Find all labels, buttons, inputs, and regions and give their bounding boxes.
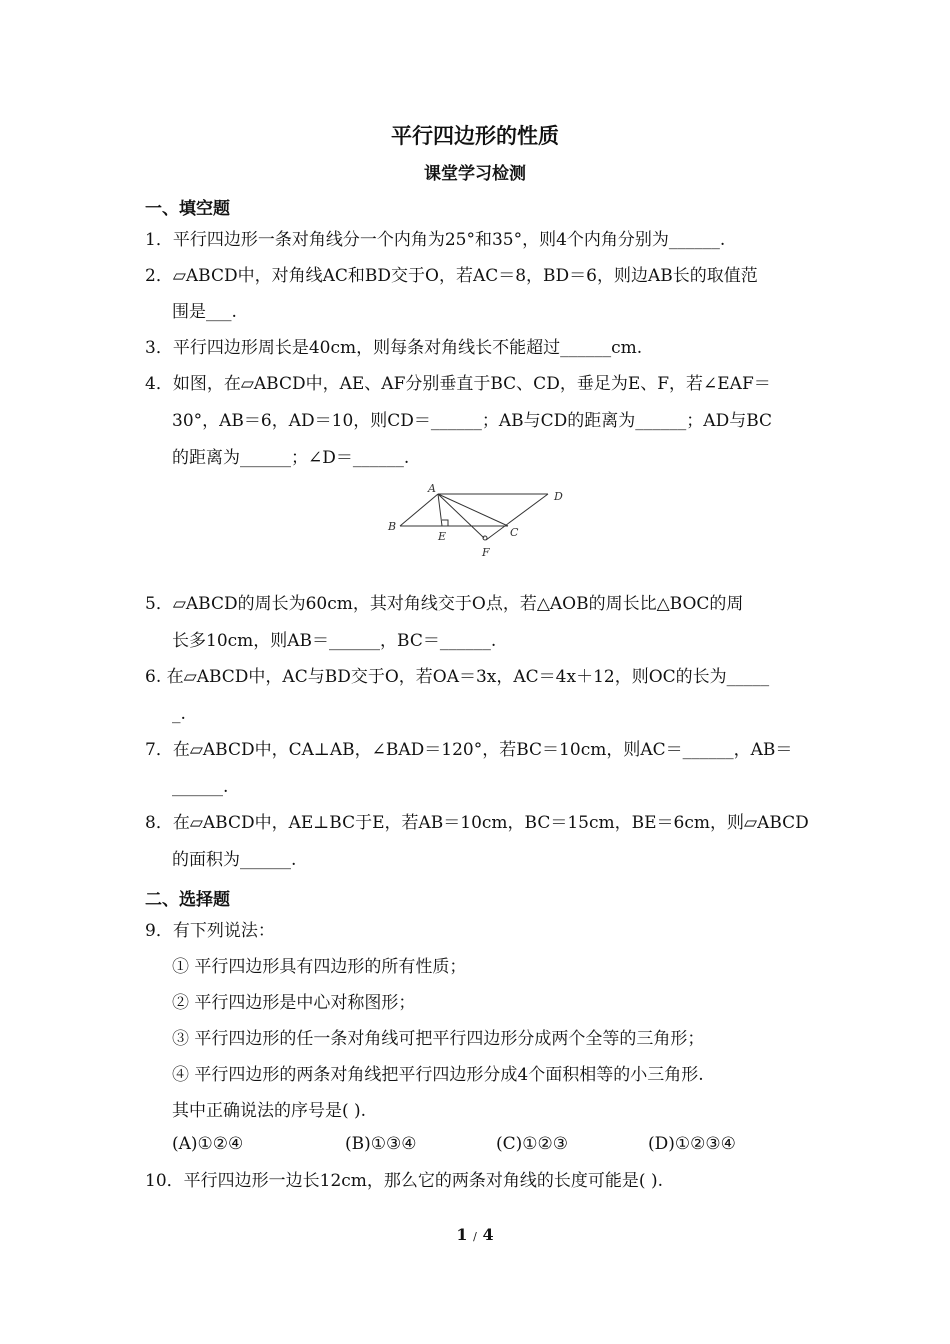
question-9-option-d: (D)①②③④ — [648, 1134, 736, 1154]
section-fill-heading: 一、填空题 — [145, 199, 230, 219]
figure-label-e: E — [438, 530, 447, 543]
figure-label-b: B — [388, 520, 397, 533]
question-1: 1．平行四边形一条对角线分一个内角为25°和35°，则4个内角分别为______. — [145, 230, 726, 250]
question-2-line-1: 2．▱ABCD中，对角线AC和BD交于O，若AC＝8，BD＝6，则边AB长的取值范 — [145, 266, 758, 286]
question-2-line-2: 围是___. — [172, 302, 237, 322]
question-5-line-2: 长多10cm，则AB＝______，BC＝______. — [172, 631, 497, 651]
figure-label-f: F — [482, 546, 490, 559]
parallelogram-figure — [380, 480, 580, 564]
figure-label-c: C — [510, 526, 519, 539]
question-4-line-3: 的距离为______；∠D＝______. — [172, 448, 410, 468]
figure-line-ae — [438, 494, 442, 526]
question-9-statement-3: ③ 平行四边形的任一条对角线可把平行四边形分成两个全等的三角形； — [172, 1029, 705, 1049]
question-4-line-2: 30°，AB＝6，AD＝10，则CD＝______；AB与CD的距离为______；AD与BC — [172, 411, 773, 431]
question-9-statement-2: ② 平行四边形是中心对称图形； — [172, 993, 416, 1013]
question-9-option-a: (A)①②④ — [172, 1134, 244, 1154]
page-total: 4 — [482, 1225, 494, 1244]
question-10: 10．平行四边形一边长12cm，那么它的两条对角线的长度可能是( ). — [145, 1171, 663, 1191]
question-9-option-c: (C)①②③ — [496, 1134, 568, 1154]
page-number — [0, 1225, 950, 1244]
question-6-line-2: _. — [172, 704, 186, 724]
question-8-line-1: 8．在▱ABCD中，AE⊥BC于E，若AB＝10cm，BC＝15cm，BE＝6cm，则▱ABCD — [145, 813, 809, 833]
figure-label-d: D — [554, 490, 563, 503]
page-subtitle: 课堂学习检测 — [424, 164, 526, 184]
question-9: 9．有下列说法： — [145, 921, 275, 941]
question-8-line-2: 的面积为______. — [172, 850, 297, 870]
page-separator: / — [473, 1230, 477, 1243]
question-3: 3．平行四边形周长是40cm，则每条对角线长不能超过______cm. — [145, 338, 643, 358]
question-4-line-1: 4．如图，在▱ABCD中，AE、AF分别垂直于BC、CD，垂足为E、F，若∠EAF＝ — [145, 374, 771, 394]
question-7-line-1: 7．在▱ABCD中，CA⊥AB，∠BAD＝120°，若BC＝10cm，则AC＝______，AB＝ — [145, 740, 793, 760]
section-choice-heading: 二、选择题 — [145, 890, 230, 910]
question-6-line-1: 6. 在▱ABCD中，AC与BD交于O，若OA＝3x，AC＝4x＋12，则OC的长为_____ — [145, 667, 770, 687]
question-9-prompt: 其中正确说法的序号是( ). — [172, 1101, 367, 1121]
question-7-line-2: ______. — [172, 777, 229, 797]
figure-label-a: A — [428, 482, 436, 495]
question-9-statement-1: ① 平行四边形具有四边形的所有性质； — [172, 957, 467, 977]
figure-right-angle-e — [442, 520, 448, 526]
page-title: 平行四边形的性质 — [391, 123, 559, 148]
question-9-statement-4: ④ 平行四边形的两条对角线把平行四边形分成4个面积相等的小三角形. — [172, 1065, 704, 1085]
question-9-option-b: (B)①③④ — [345, 1134, 417, 1154]
question-5-line-1: 5．▱ABCD的周长为60cm，其对角线交于O点，若△AOB的周长比△BOC的周 — [145, 594, 744, 614]
figure-line-ab — [400, 494, 438, 526]
page-current: 1 — [456, 1225, 468, 1244]
